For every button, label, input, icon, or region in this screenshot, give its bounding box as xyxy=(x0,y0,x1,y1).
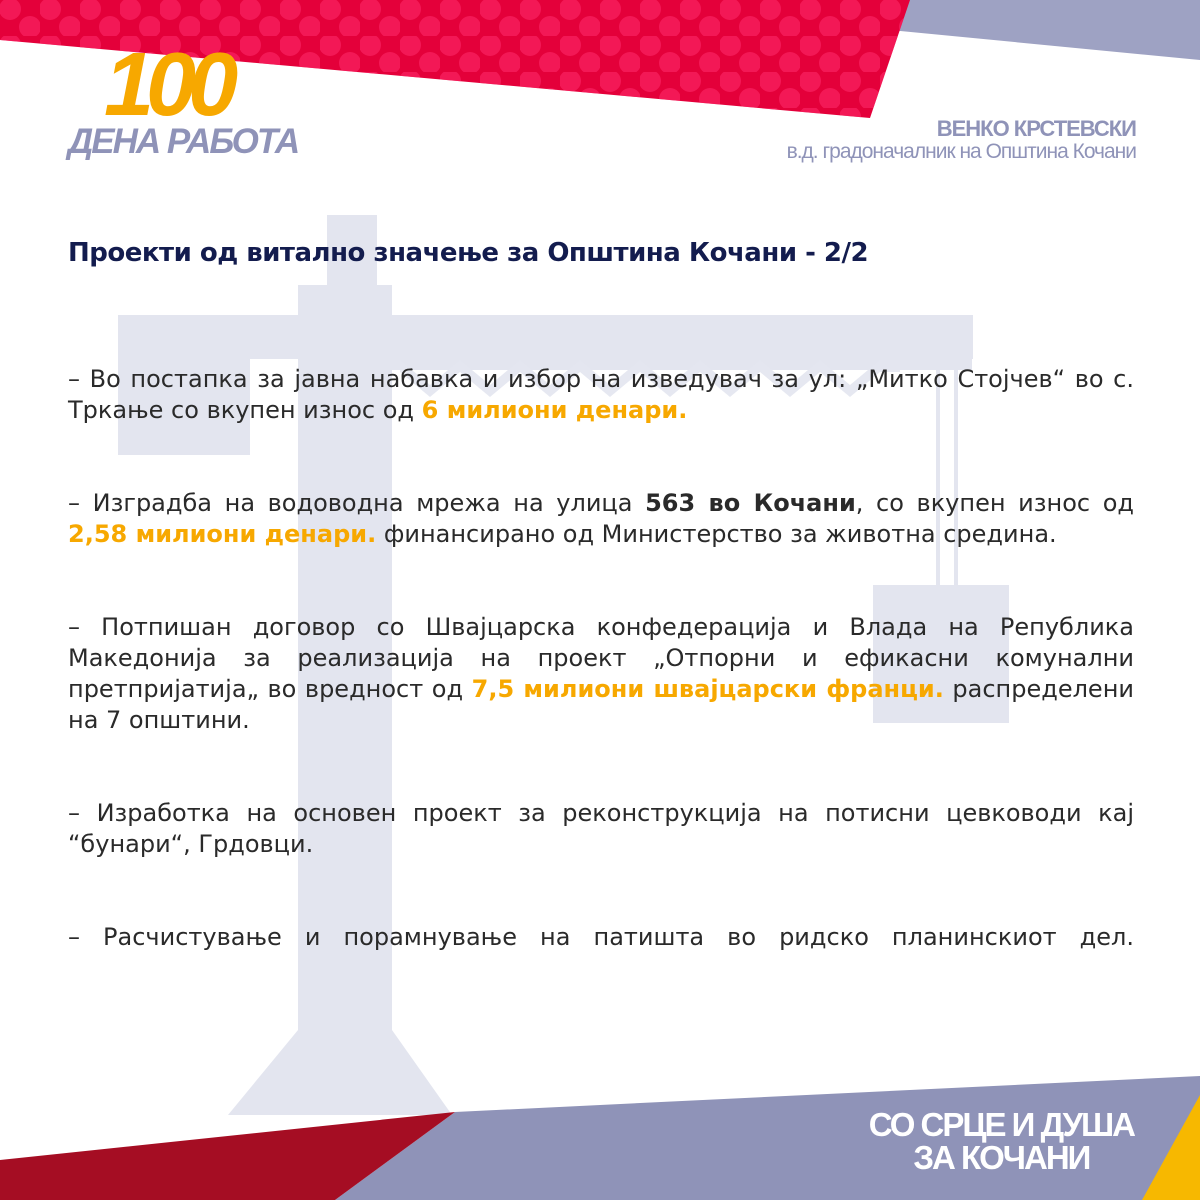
item-amount: 6 милиони денари. xyxy=(421,396,688,424)
slogan-line-1: СО СРЦЕ И ДУША xyxy=(868,1106,1134,1143)
list-item xyxy=(68,612,1134,736)
item-text: – Изградба на водоводна мрежа на улица xyxy=(68,489,646,517)
item-text: , со вкупен износ од xyxy=(855,489,1134,517)
page-title: Проекти од витално значење за Општина Кочани - 2/2 xyxy=(68,238,869,268)
project-list xyxy=(68,364,1134,953)
slogan-line-2: ЗА КОЧАНИ xyxy=(913,1139,1090,1176)
item-text: – Во постапка за јавна набавка и избор на изведувач за ул: „Митко Стојчев“ во с. Тркање со вкупен износ од xyxy=(68,365,1134,424)
item-text: – Изработка на основен проект за реконструкција на потисни цевководи кај “бунари“, Грдовци. xyxy=(68,799,1134,858)
author-role: в.д. градоначалник на Општина Кочани xyxy=(786,140,1136,163)
list-item xyxy=(68,488,1134,550)
item-text: распределени на 7 општини. xyxy=(68,675,1134,734)
list-item xyxy=(68,922,1134,953)
logo-subtitle: ДЕНА РАБОТА xyxy=(68,122,299,161)
item-amount: 7,5 милиони швајцарски франци. xyxy=(471,675,944,703)
item-text: – Потпишан договор со Швајцарска конфедерација и Влада на Република Македонија за реализација на проект „Отпорни и ефикасни комунални претпријатија„ во вредност од xyxy=(68,613,1134,703)
item-text: финансирано од Министерство за животна средина. xyxy=(376,520,1057,548)
item-amount: 2,58 милиони денари. xyxy=(68,520,377,548)
list-item xyxy=(68,364,1134,426)
logo-number: 100 xyxy=(104,35,231,135)
item-text: – Расчистување и порамнување на патишта во ридско планинскиот дел. xyxy=(68,923,1134,951)
list-item xyxy=(68,798,1134,860)
slogan xyxy=(869,1108,1134,1174)
author-name: ВЕНКО КРСТЕВСКИ xyxy=(936,116,1136,141)
item-street: 563 во Кочани xyxy=(645,489,856,517)
top-lavender-band xyxy=(890,0,1200,60)
